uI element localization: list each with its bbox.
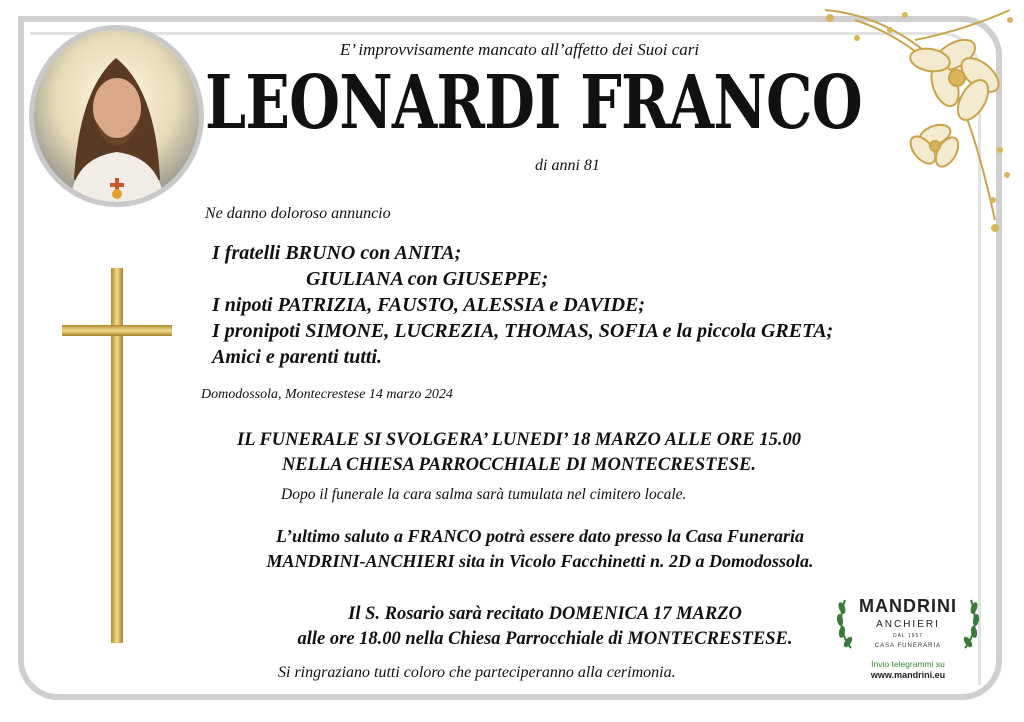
funeral-home-logo <box>833 588 983 684</box>
intro-text: E’ improvvisamente mancato all’affetto dei Suoi cari <box>340 40 700 59</box>
burial-text: Dopo il funerale la cara salma sarà tumulata nel cimitero locale. <box>281 486 687 503</box>
age-text: di anni 81 <box>535 157 600 174</box>
funeral-info <box>0 428 1024 478</box>
funeral-line: NELLA CHIESA PARROCCHIALE DI MONTECRESTESE. <box>281 455 757 475</box>
family-list <box>212 240 833 370</box>
last-salute-info <box>205 524 875 574</box>
funeral-line: IL FUNERALE SI SVOLGERA’ LUNEDI’ 18 MARZO ALLE ORE 15.00 <box>237 430 801 450</box>
family-line: GIULIANA con GIUSEPPE; <box>306 268 549 290</box>
thanks-text: Si ringraziano tutti coloro che parteciperanno alla cerimonia. <box>278 664 676 681</box>
logo-telegrams: Invio telegrammi su <box>871 659 945 669</box>
logo-sub: ANCHIERI <box>876 619 940 630</box>
rosary-line: Il S. Rosario sarà recitato DOMENICA 17 MARZO <box>348 604 742 624</box>
rosary-info <box>195 602 895 652</box>
logo-since: DAL 1957 <box>892 633 924 639</box>
salute-line: L’ultimo saluto a FRANCO potrà essere dato presso la Casa Funeraria <box>275 526 805 546</box>
logo-brand: MANDRINI <box>859 596 957 616</box>
announcement-text: Ne danno doloroso annuncio <box>205 205 391 222</box>
family-line: I fratelli BRUNO con ANITA; <box>212 242 462 264</box>
deceased-name: LEONARDI FRANCO <box>205 60 862 146</box>
salute-line: MANDRINI-ANCHIERI sita in Vicolo Facchinetti n. 2D a Domodossola. <box>266 551 814 571</box>
family-line: I pronipoti SIMONE, LUCREZIA, THOMAS, SOFIA e la piccola GRETA; <box>212 320 834 342</box>
place-date: Domodossola, Montecrestese 14 marzo 2024 <box>201 387 453 402</box>
family-line: Amici e parenti tutti. <box>212 346 383 368</box>
jesus-portrait-icon <box>34 30 199 202</box>
logo-type: CASA FUNERARIA <box>874 643 942 649</box>
rosary-line: alle ore 18.00 nella Chiesa Parrocchiale di MONTECRESTESE. <box>297 629 793 649</box>
family-line: I nipoti PATRIZIA, FAUSTO, ALESSIA e DAVIDE; <box>212 294 646 316</box>
logo-website[interactable]: www.mandrini.eu <box>870 670 946 680</box>
